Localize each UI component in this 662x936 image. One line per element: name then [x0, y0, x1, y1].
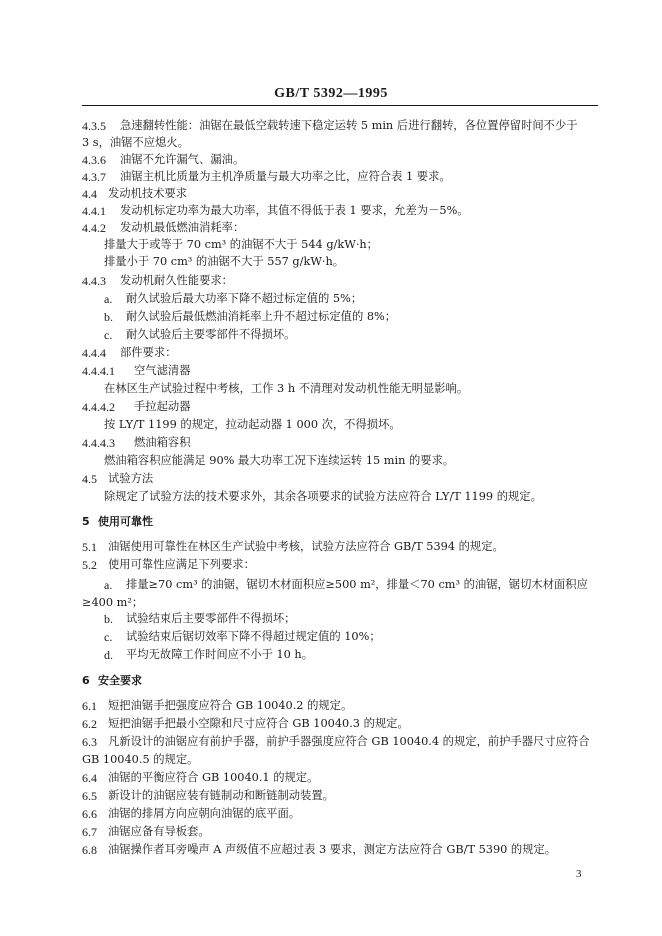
page-number: 3	[576, 868, 582, 880]
clause-number: 4.4.1	[82, 204, 106, 218]
clause-number: 6	[82, 674, 90, 687]
clause-text: 燃油箱容积应能满足 90% 最大功率工况下连续运转 15 min 的要求。	[104, 454, 455, 467]
clause-text: 部件要求：	[120, 346, 177, 359]
clause-text: 发动机标定功率为最大功率，其值不得低于表 1 要求，允差为－5%。	[120, 204, 469, 217]
clause-text: 平均无故障工作时间应不小于 10 h。	[126, 648, 313, 661]
clause-number: 6.2	[82, 717, 97, 731]
clause-number: 6.3	[82, 735, 97, 749]
clause-number: 4.4.4.1	[82, 364, 115, 378]
clause-text: 试验结束后主要零部件不得损坏；	[126, 612, 296, 625]
clause-text: 耐久试验后主要零部件不得损坏。	[126, 328, 296, 341]
clause-number: 5.1	[82, 540, 97, 554]
clause-text: 使用可靠性应满足下列要求：	[108, 558, 255, 571]
clause-text: 3 s，油锯不应熄火。	[82, 136, 189, 149]
clause-text: 凡新设计的油锯应有前护手器，前护手器强度应符合 GB 10040.4 的规定，前护手器尺寸应符合	[108, 735, 590, 748]
clause-number: 4.4.3	[82, 274, 106, 288]
clause-text: 按 LY/T 1199 的规定，拉动起动器 1 000 次，不得损坏。	[104, 418, 401, 431]
clause-number: d.	[104, 648, 113, 662]
clause-text: 在林区生产试验过程中考核，工作 3 h 不清理对发动机性能无明显影响。	[104, 382, 469, 395]
clause-text: 排量大于或等于 70 cm³ 的油锯不大于 544 g/kW·h；	[104, 238, 378, 251]
clause-text: 发动机耐久性能要求：	[120, 274, 233, 287]
clause-text: 油锯主机比质量为主机净质量与最大功率之比，应符合表 1 要求。	[120, 170, 451, 183]
clause-number: 4.4.4.2	[82, 400, 115, 414]
clause-text: 手拉起动器	[134, 400, 191, 413]
clause-text: 燃油箱容积	[134, 436, 191, 449]
clause-text: 发动机技术要求	[108, 187, 188, 200]
clause-number: 4.3.5	[82, 119, 106, 133]
clause-number: 4.4.4.3	[82, 436, 115, 450]
clause-text: 油锯的平衡应符合 GB 10040.1 的规定。	[108, 771, 319, 784]
clause-text: 除规定了试验方法的技术要求外，其余各项要求的试验方法应符合 LY/T 1199 的规定。	[104, 490, 542, 503]
clause-text: 排量≥70 cm³ 的油锯，锯切木材面积应≥500 m²，排量＜70 cm³ 的油锯，锯切木材面积应	[126, 578, 588, 591]
clause-text: GB 10040.5 的规定。	[82, 753, 199, 766]
clause-number: 4.3.7	[82, 170, 106, 184]
clause-text: 短把油锯手把最小空隙和尺寸应符合 GB 10040.3 的规定。	[108, 717, 409, 730]
clause-number: 6.1	[82, 699, 97, 713]
clause-text: 短把油锯手把强度应符合 GB 10040.2 的规定。	[108, 699, 353, 712]
clause-text: 油锯的排屑方向应朝向油锯的底平面。	[108, 807, 301, 820]
clause-text: 耐久试验后最低燃油消耗率上升不超过标定值的 8%；	[126, 310, 397, 323]
clause-number: c.	[104, 630, 113, 644]
clause-text: ≥400 m²；	[82, 596, 144, 609]
clause-text: 新设计的油锯应装有链制动和断链制动装置。	[108, 789, 334, 802]
header-rule	[82, 105, 598, 106]
clause-number: c.	[104, 328, 113, 342]
clause-text: 耐久试验后最大功率下降不超过标定值的 5%；	[126, 292, 363, 305]
clause-number: 6.8	[82, 843, 97, 857]
clause-number: 5	[82, 515, 90, 528]
clause-number: 6.7	[82, 825, 97, 839]
clause-number: 4.5	[82, 472, 97, 486]
clause-number: 4.4	[82, 187, 97, 201]
clause-number: a.	[104, 578, 113, 592]
clause-text: 油锯操作者耳旁噪声 A 声级值不应超过表 3 要求，测定方法应符合 GB/T 5390 的规定。	[108, 843, 557, 856]
standard-number-header: GB/T 5392—1995	[274, 86, 388, 101]
clause-text: 发动机最低燃油消耗率：	[120, 221, 245, 234]
clause-number: 4.4.4	[82, 346, 106, 360]
clause-text: 油锯不允许漏气、漏油。	[120, 153, 245, 166]
clause-number: 6.6	[82, 807, 97, 821]
clause-text: 急速翻转性能：油锯在最低空载转速下稳定运转 5 min 后进行翻转，各位置停留时间不少于	[120, 119, 578, 132]
clause-text: 油锯应备有导板套。	[108, 825, 210, 838]
clause-text: 试验结束后锯切效率下降不得超过规定值的 10%；	[126, 630, 381, 643]
section-heading: 安全要求	[98, 674, 142, 687]
clause-number: 6.5	[82, 789, 97, 803]
clause-number: a.	[104, 292, 113, 306]
clause-number: b.	[104, 612, 113, 626]
section-heading: 使用可靠性	[98, 515, 153, 528]
clause-number: 6.4	[82, 771, 97, 785]
clause-number: 5.2	[82, 558, 97, 572]
clause-text: 试验方法	[108, 472, 154, 485]
clause-number: b.	[104, 310, 113, 324]
clause-text: 油锯使用可靠性在林区生产试验中考核，试验方法应符合 GB/T 5394 的规定。	[108, 540, 504, 553]
clause-number: 4.3.6	[82, 153, 106, 167]
clause-text: 空气滤清器	[134, 364, 191, 377]
clause-text: 排量小于 70 cm³ 的油锯不大于 557 g/kW·h。	[104, 255, 345, 268]
clause-number: 4.4.2	[82, 221, 106, 235]
